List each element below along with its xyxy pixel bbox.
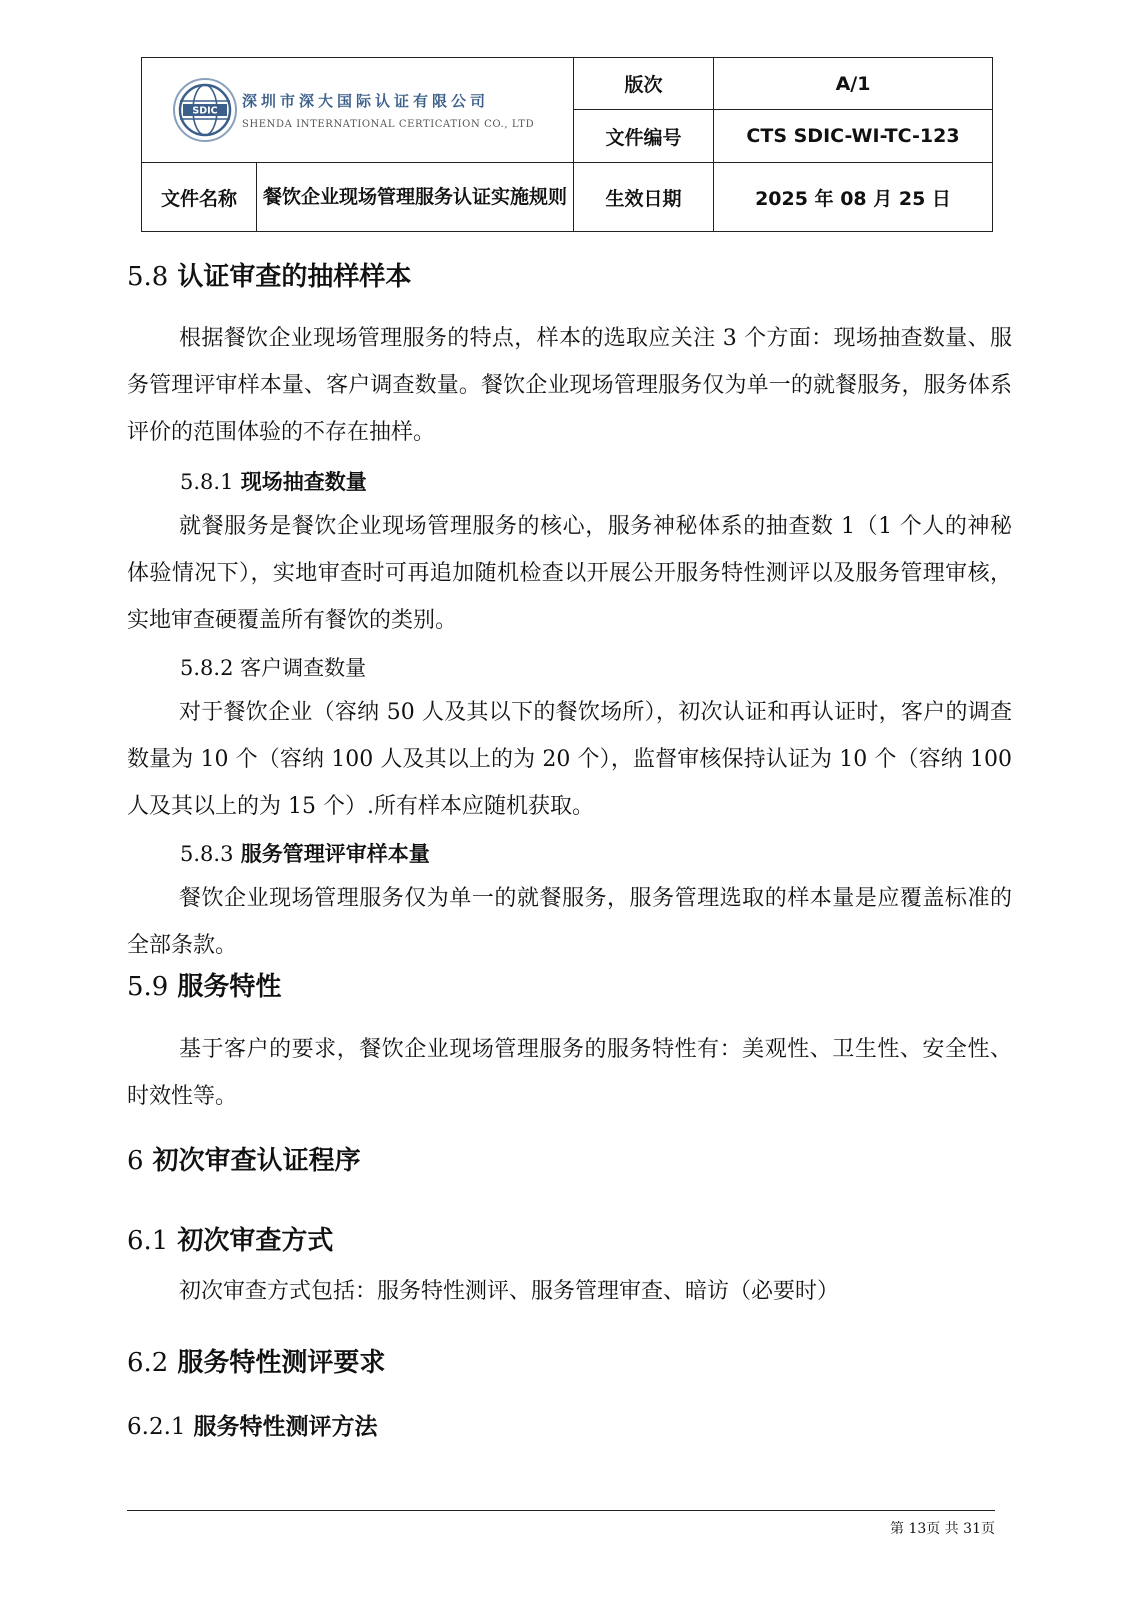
company-name-cn: 深圳市深大国际认证有限公司 (242, 92, 490, 110)
doc-name-value: 餐饮企业现场管理服务认证实施规则 (257, 163, 574, 232)
effective-date-label: 生效日期 (574, 163, 714, 232)
effective-date-value: 2025 年 08 月 25 日 (714, 163, 993, 232)
doc-number-label: 文件编号 (574, 110, 714, 163)
section-5-9-paragraph: 基于客户的要求，餐饮企业现场管理服务的服务特性有：美观性、卫生性、安全性、时效性等。 (127, 1037, 1012, 1109)
doc-number-value: CTS SDIC-WI-TC-123 (714, 110, 993, 163)
edition-value: A/1 (714, 58, 993, 110)
section-heading-6-1: 6.1 初次审查方式 (127, 1226, 334, 1256)
section-heading-6-2-1: 6.2.1 服务特性测评方法 (127, 1414, 378, 1440)
section-heading-5-9: 5.9 服务特性 (127, 972, 282, 1002)
page-number: 第 13页 共 31页 (890, 1521, 995, 1537)
doc-name-label: 文件名称 (142, 163, 257, 232)
section-5-8-1-paragraph: 就餐服务是餐饮企业现场管理服务的核心，服务神秘体系的抽查数 1（1 个人的神秘体验情况下），实地审查时可再追加随机检查以开展公开服务特性测评以及服务管理审核，实地审查硬覆盖所有餐饮的类别。 (127, 514, 1012, 633)
section-heading-6: 6 初次审查认证程序 (127, 1146, 361, 1176)
company-logo-cell (142, 58, 574, 163)
section-heading-5-8-2: 5.8.2 客户调查数量 (180, 656, 367, 680)
logo-mark-text: SDIC (192, 105, 218, 117)
section-heading-6-2: 6.2 服务特性测评要求 (127, 1348, 386, 1378)
section-heading-5-8-3: 5.8.3 服务管理评审样本量 (180, 842, 430, 866)
company-logo-icon (172, 77, 238, 143)
section-5-8-paragraph: 根据餐饮企业现场管理服务的特点，样本的选取应关注 3 个方面：现场抽查数量、服务管理评审样本量、客户调查数量。餐饮企业现场管理服务仅为单一的就餐服务，服务体系评价的范围体验的不存在抽样。 (127, 326, 1012, 445)
edition-label: 版次 (574, 58, 714, 110)
section-5-8-2-paragraph: 对于餐饮企业（容纳 50 人及其以下的餐饮场所），初次认证和再认证时，客户的调查数量为 10 个（容纳 100 人及其以上的为 20 个），监督审核保持认证为 10 个（容纳 100 人及其以上的为 15 个）.所有样本应随机获取。 (127, 700, 1012, 819)
section-5-8-3-paragraph: 餐饮企业现场管理服务仅为单一的就餐服务，服务管理选取的样本量是应覆盖标准的全部条款。 (127, 886, 1012, 958)
footer-divider (127, 1510, 995, 1511)
section-heading-5-8: 5.8 认证审查的抽样样本 (127, 262, 412, 292)
company-name-en: SHENDA INTERNATIONAL CERTICATION CO., LTD (242, 119, 535, 130)
section-6-1-paragraph: 初次审查方式包括：服务特性测评、服务管理审查、暗访（必要时） (179, 1279, 840, 1304)
section-heading-5-8-1: 5.8.1 现场抽查数量 (180, 470, 367, 494)
document-header-table (141, 57, 993, 232)
